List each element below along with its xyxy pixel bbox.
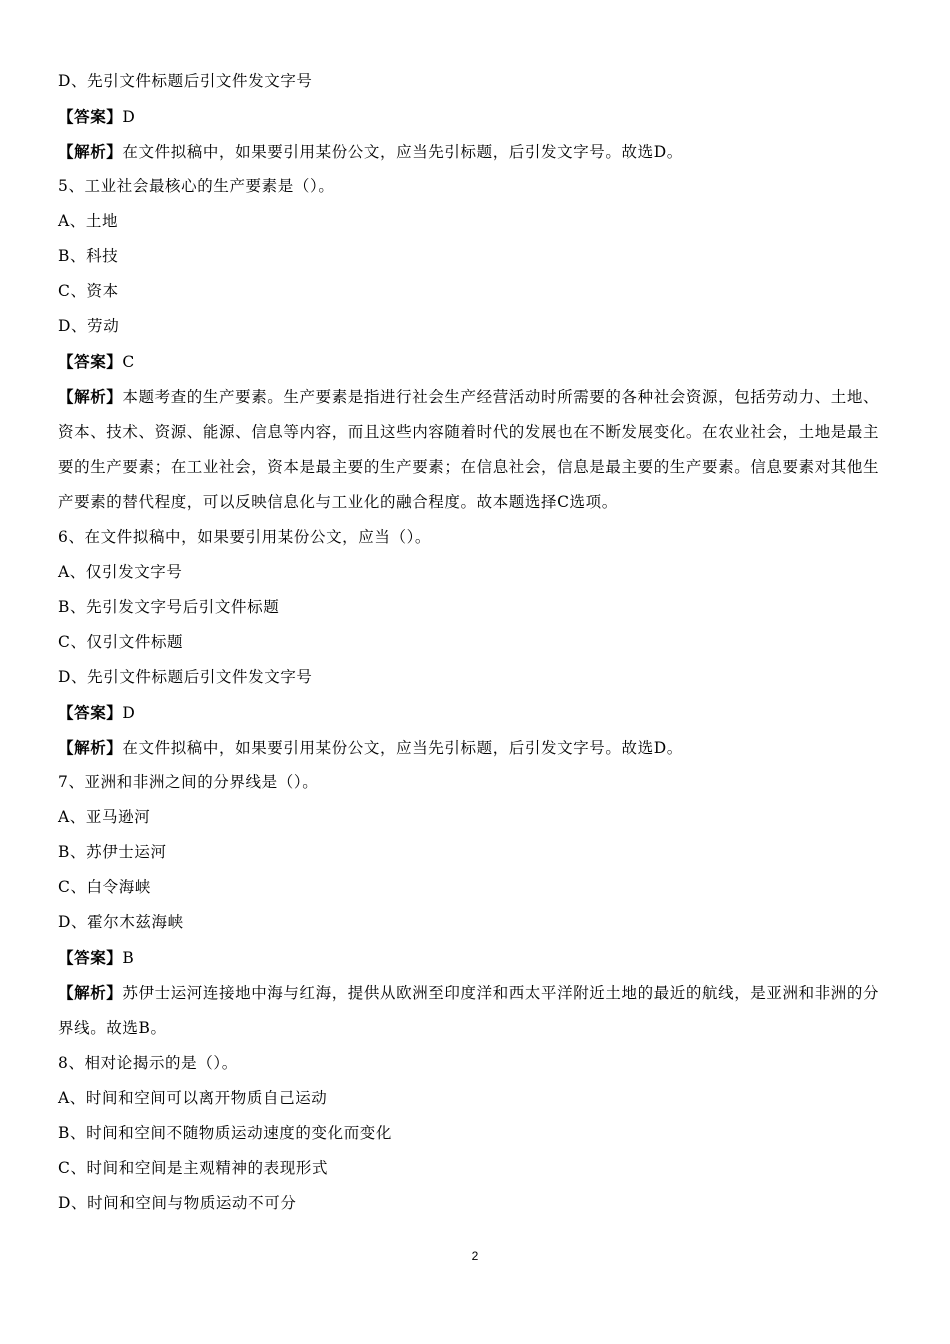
option-line: D、霍尔木兹海峡 bbox=[58, 913, 184, 931]
analysis-text: 在文件拟稿中，如果要引用某份公文，应当先引标题，后引发文字号。故选D。 bbox=[122, 143, 683, 161]
option-line: C、白令海峡 bbox=[58, 878, 151, 896]
answer-tag: 【答案】 bbox=[58, 107, 123, 126]
analysis-paragraph bbox=[58, 379, 893, 520]
analysis-tag: 【解析】 bbox=[58, 983, 123, 1002]
option-line: A、仅引发文字号 bbox=[58, 563, 183, 581]
analysis-text: 苏伊士运河连接地中海与红海，提供从欧洲至印度洋和西太平洋附近土地的最近的航线，是亚洲和非洲的分界线。故选B。 bbox=[58, 984, 880, 1037]
answer-value: B bbox=[122, 949, 135, 967]
answer-tag: 【答案】 bbox=[58, 948, 123, 967]
analysis-tag: 【解析】 bbox=[58, 142, 123, 161]
analysis-line bbox=[58, 730, 893, 765]
option-line: D、先引文件标题后引文件发文字号 bbox=[58, 72, 313, 90]
answer-tag: 【答案】 bbox=[58, 352, 123, 371]
option-line: B、科技 bbox=[58, 247, 119, 265]
option-line: A、土地 bbox=[58, 212, 119, 230]
answer-line bbox=[58, 940, 893, 975]
answer-line bbox=[58, 695, 893, 730]
page-number: 2 bbox=[471, 1249, 479, 1263]
answer-tag: 【答案】 bbox=[58, 703, 123, 722]
analysis-tag: 【解析】 bbox=[58, 738, 123, 757]
option-line: D、先引文件标题后引文件发文字号 bbox=[58, 668, 313, 686]
analysis-text: 本题考查的生产要素。生产要素是指进行社会生产经营活动时所需要的各种社会资源，包括劳动力、土地、资本、技术、资源、能源、信息等内容，而且这些内容随着时代的发展也在不断发展变化。在农业社会，土地是最主要的生产要素；在工业社会，资本是最主要的生产要素；在信息社会，信息是最主要的生产要素。信息要素对其他生产要素的替代程度，可以反映信息化与工业化的融合程度。故本题选择C选项。 bbox=[58, 388, 880, 511]
answer-value: C bbox=[122, 353, 135, 371]
option-line: B、苏伊士运河 bbox=[58, 843, 167, 861]
option-line: C、时间和空间是主观精神的表现形式 bbox=[58, 1159, 329, 1177]
question-line: 5、工业社会最核心的生产要素是（）。 bbox=[58, 177, 335, 195]
answer-line bbox=[58, 344, 893, 379]
answer-line bbox=[58, 99, 893, 134]
option-line: A、亚马逊河 bbox=[58, 808, 151, 826]
analysis-line bbox=[58, 134, 893, 169]
option-line: C、仅引文件标题 bbox=[58, 633, 184, 651]
analysis-paragraph bbox=[58, 975, 893, 1046]
question-line: 8、相对论揭示的是（）。 bbox=[58, 1054, 238, 1072]
document-content bbox=[58, 64, 893, 1221]
option-line: A、时间和空间可以离开物质自己运动 bbox=[58, 1089, 328, 1107]
option-line: D、时间和空间与物质运动不可分 bbox=[58, 1194, 297, 1212]
analysis-text: 在文件拟稿中，如果要引用某份公文，应当先引标题，后引发文字号。故选D。 bbox=[122, 739, 683, 757]
question-line: 7、亚洲和非洲之间的分界线是（）。 bbox=[58, 773, 319, 791]
answer-value: D bbox=[122, 704, 136, 722]
analysis-tag: 【解析】 bbox=[58, 387, 123, 406]
option-line: B、时间和空间不随物质运动速度的变化而变化 bbox=[58, 1124, 392, 1142]
question-line: 6、在文件拟稿中，如果要引用某份公文，应当（）。 bbox=[58, 528, 432, 546]
answer-value: D bbox=[122, 108, 136, 126]
option-line: C、资本 bbox=[58, 282, 119, 300]
option-line: D、劳动 bbox=[58, 317, 120, 335]
option-line: B、先引发文字号后引文件标题 bbox=[58, 598, 280, 616]
